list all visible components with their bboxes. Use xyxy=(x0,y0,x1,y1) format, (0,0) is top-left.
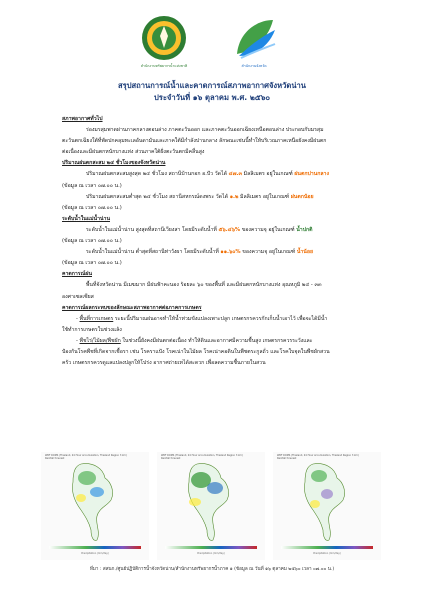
water-resources-logo-icon xyxy=(140,14,188,62)
general-weather-heading: สภาพอากาศทั่วไป xyxy=(62,116,103,122)
rain-forecast-text: พื้นที่จังหวัดน่าน มีเมฆมาก มีฝนฟ้าคะนอง ร้อยละ ๖๐ ของพื้นที่ และมีฝนตกหนักบางแห่ง อุณหภูมิ ๒๔ - ๓๓ xyxy=(86,282,322,289)
precipitation-scale-label: Precipitation (mm/day) xyxy=(81,552,109,555)
rainfall-min-level: ฝนตกน้อย xyxy=(290,193,314,200)
general-weather-text: ต่อเนื่องและมีฝนตกหนักบางแห่ง ส่วนภาคใต้ฝั่งตะวันตกมีคลื่นสูง xyxy=(62,149,205,156)
rainfall-map-caption: WRF ROMS (Thailand, 24 Hour Accumulation, Thailand Region 3 km) Rainfall forecast xyxy=(161,454,243,460)
rainfall-min-line xyxy=(62,192,380,203)
thailand-map-icon xyxy=(157,458,265,548)
rainfall-map-caption: WRF ROMS (Thailand, 24 Hour Accumulation, Thailand Region 3 km) Rainfall forecast xyxy=(277,454,359,460)
agriculture-item-1-text: ระยะนี้ปริมาณฝนอาจทำให้น้ำท่วมขังแปลงเพาะปลูก เกษตรกรควรกักเก็บน้ำเอาไว้ เพื่อจะได้มีน้ำ xyxy=(113,315,328,322)
rainfall-forecast-maps xyxy=(41,452,381,562)
agriculture-item-1-cont: ใช้ทำการเกษตรในช่วงแล้ง xyxy=(62,326,122,333)
river-low-prefix: ระดับน้ำในแม่น้ำน่าน ต่ำสุดที่สถานีท่าวังผา โดยมีระดับน้ำที่ xyxy=(86,249,219,256)
agriculture-impact-heading: คาดการณ์ผลกระทบของลักษณะสภาพอากาศต่อภาคการเกษตร xyxy=(62,304,202,311)
rainfall-max-time: (ข้อมูล ณ เวลา ๐๗.๐๐ น.) xyxy=(62,182,122,189)
agriculture-item-2: - พืชไร่/ไม้ผล/พืชผัก ในช่วงนี้ยังคงมีฝนตกต่อเนื่อง ทำให้ดินและอากาศมีความชื้นสูง เกษตรกรควรระวังและ xyxy=(76,337,313,344)
river-high-line xyxy=(62,225,380,236)
agriculture-item-2-text: ในช่วงนี้ยังคงมีฝนตกต่อเนื่อง ทำให้ดินและอากาศมีความชื้นสูง เกษตรกรควรระวังและ xyxy=(120,337,313,344)
agency-leaf-logo-icon xyxy=(229,14,279,62)
river-low-level: น้ำน้อย xyxy=(296,249,313,256)
rainfall-map xyxy=(157,452,265,560)
general-weather-text: ร่องมรสุมพาดผ่านภาคกลางตอนล่าง ภาคตะวันออก และภาคตะวันออกเฉียงเหนือตอนล่าง ประกอบกับมรสุม xyxy=(86,127,324,134)
rainfall-map xyxy=(273,452,381,560)
thailand-map-icon xyxy=(41,458,149,548)
river-low-value: ๑๑.๖๐% xyxy=(220,249,241,256)
left-logo-caption: สำนักงานทรัพยากรน้ำแห่งชาติ xyxy=(140,64,188,68)
precipitation-color-scale xyxy=(49,546,141,549)
rainfall-min-unit: มิลลิเมตร อยู่ในเกณฑ์ xyxy=(240,193,290,200)
report-date: ประจำวันที่ ๑๖ ตุลาคม พ.ศ. ๒๕๖๐ xyxy=(153,93,271,102)
river-high-level: น้ำปกติ xyxy=(296,226,313,233)
agriculture-item-2-cont: ป้องกันโรคพืชที่เกิดจากเชื้อรา เช่น โรคราแป้ง โรคเน่าในไม้ผล โรคเน่าคอดินในพืชตระกูลถั่ว และโรคใบจุดในพืชผักสวน xyxy=(62,348,330,355)
report-body xyxy=(62,114,380,369)
precipitation-scale-label: Precipitation (mm/day) xyxy=(197,552,225,555)
rainfall-min-prefix: ปริมาณฝนตกสะสมต่ำสุด ๒๔ ชั่วโมง สถานีสหกรณ์ดงพระ วัดได้ xyxy=(86,193,229,200)
agriculture-item-2-cont: ครัว เกษตรกรควรดูแลแปลงปลูกให้โปร่ง อากาศถ่ายเทได้สะดวก เพื่อลดความชื้นภายในสวน xyxy=(62,360,266,367)
rainfall-max-prefix: ปริมาณฝนตกสะสมสูงสุด ๒๔ ชั่วโมง สถานีบ้านกอก อ.ปัว วัดได้ xyxy=(86,171,227,178)
right-logo-caption: สำนักงานจังหวัด xyxy=(241,64,267,68)
precipitation-color-scale xyxy=(281,546,373,549)
river-high-prefix: ระดับน้ำในแม่น้ำน่าน สูงสุดที่สถานีเวียงสา โดยมีระดับน้ำที่ xyxy=(86,226,217,233)
thailand-map-icon xyxy=(273,458,381,548)
agriculture-item-1-label: พื้นที่การเกษตร xyxy=(79,315,114,322)
rainfall-map-caption: WRF ROMS (Thailand, 24 Hour Accumulation, Thailand Region 3 km) Rainfall forecast xyxy=(45,454,127,460)
river-high-time: (ข้อมูล ณ เวลา ๐๗.๐๐ น.) xyxy=(62,238,122,245)
river-high-unit: ของความจุ อยู่ในเกณฑ์ xyxy=(241,226,295,233)
river-level-heading: ระดับน้ำในแม่น้ำน่าน xyxy=(62,215,110,222)
rainfall-max-unit: มิลลิเมตร อยู่ในเกณฑ์ xyxy=(243,171,293,178)
rain-forecast-text: องศาเซลเซียส xyxy=(62,293,94,300)
precipitation-scale-label: Precipitation (mm/day) xyxy=(313,552,341,555)
rainfall-heading: ปริมาณฝนตกสะสม ๒๔ ชั่วโมงของจังหวัดน่าน xyxy=(62,160,166,167)
rainfall-max-line xyxy=(62,169,380,180)
agriculture-item-1: - พื้นที่การเกษตร ระยะนี้ปริมาณฝนอาจทำให้น้ำท่วมขังแปลงเพาะปลูก เกษตรกรควรกักเก็บน้ำเอาไว้ เพื่อจะได้มีน้ำ xyxy=(76,315,328,322)
source-footnote: ที่มา : สสนก./ศูนย์ปฏิบัติการน้ำจังหวัดน่าน/สำนักงานทรัพยากรน้ำภาค ๑ (ข้อมูล ณ วันที่ ๑๖ ตุลาคม ๒๕๖๐ เวลา ๐๗.๐๐ น.) xyxy=(89,567,335,572)
rainfall-min-value: ๑.๒ xyxy=(229,193,239,200)
general-weather-text: ตะวันตกเฉียงใต้ที่พัดปกคลุมทะเลอันดามันและภาคใต้มีกำลังปานกลาง ลักษณะเช่นนี้ทำให้บริเวณภาคเหนือยังคงมีฝนตก xyxy=(62,138,327,145)
rain-forecast-heading: คาดการณ์ฝน xyxy=(62,271,92,278)
precipitation-color-scale xyxy=(165,546,257,549)
river-low-time: (ข้อมูล ณ เวลา ๐๗.๐๐ น.) xyxy=(62,260,122,267)
rainfall-max-level: ฝนตกปานกลาง xyxy=(294,171,329,178)
agriculture-item-2-label: พืชไร่/ไม้ผล/พืชผัก xyxy=(79,337,121,344)
river-high-value: ๕๖.๔๖% xyxy=(218,226,241,233)
rainfall-max-value: ๔๗.๓ xyxy=(228,171,242,178)
page-title: สรุปสถานการณ์น้ำและคาดการณ์สภาพอากาศจังหวัดน่าน xyxy=(118,81,306,90)
river-low-line xyxy=(62,247,380,258)
rainfall-min-time: (ข้อมูล ณ เวลา ๐๗.๐๐ น.) xyxy=(62,204,122,211)
rainfall-map xyxy=(41,452,149,560)
river-low-unit: ของความจุ อยู่ในเกณฑ์ xyxy=(242,249,296,256)
